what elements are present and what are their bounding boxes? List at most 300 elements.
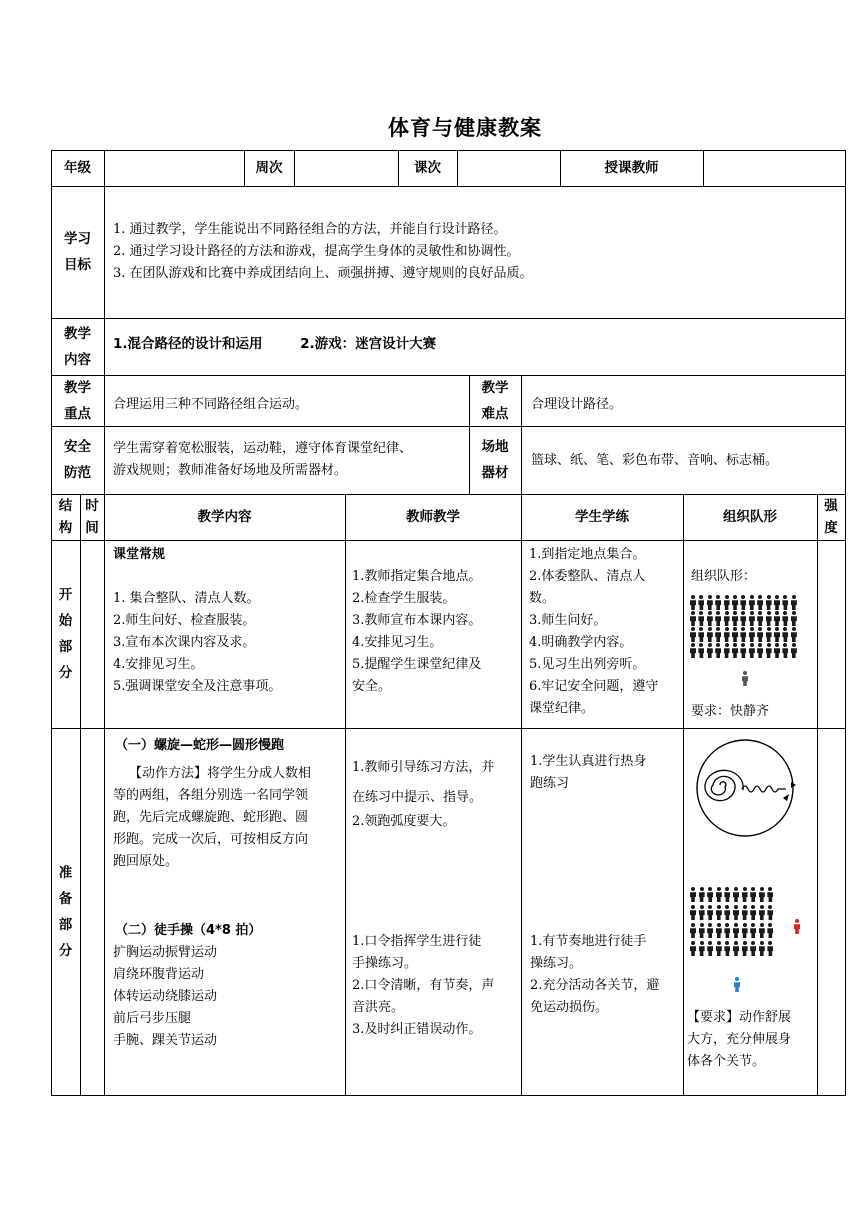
student-icon-figure bbox=[759, 942, 765, 956]
student-icon-head bbox=[708, 643, 712, 647]
content-label-line: 内容 bbox=[64, 351, 91, 368]
student-icon-head bbox=[768, 905, 772, 909]
safety-label-line: 安全 bbox=[64, 439, 91, 455]
start-content-item: 3.宣布本次课内容及求。 bbox=[113, 635, 256, 650]
key-label-line: 教学 bbox=[64, 379, 91, 396]
prep-run-desc-line: 跑，先后完成螺旋跑、蛇形跑、圆 bbox=[113, 810, 309, 825]
section-char: 始 bbox=[58, 613, 73, 629]
student-icon-figure bbox=[774, 644, 780, 658]
student-icon-head bbox=[783, 643, 787, 647]
student-icon-figure bbox=[690, 596, 696, 610]
col-structure bbox=[51, 494, 80, 540]
student-icon-head bbox=[700, 923, 704, 927]
prep-teacher-item: 1.教师引导练习方法，并 bbox=[352, 760, 495, 775]
prep-run-desc-line: 跑回原处。 bbox=[113, 854, 179, 869]
page-title: 体育与健康教案 bbox=[388, 116, 542, 140]
teacher-icon-red-head bbox=[795, 919, 799, 923]
student-icon-figure bbox=[766, 612, 772, 626]
student-icon-figure bbox=[732, 628, 738, 642]
grade-label: 年级 bbox=[64, 160, 91, 176]
student-icon-head bbox=[700, 905, 704, 909]
goals-list bbox=[113, 219, 833, 285]
student-icon-head bbox=[733, 627, 737, 631]
section-char: 分 bbox=[58, 665, 73, 681]
prep-exercise-item: 体转运动绕膝运动 bbox=[113, 989, 218, 1004]
student-icon-head bbox=[699, 627, 703, 631]
student-icon-head bbox=[725, 905, 729, 909]
prep-formation-diagram bbox=[690, 886, 810, 998]
prep-run-desc-line: 【动作方法】将学生分成人数相 bbox=[129, 766, 312, 781]
student-icon-head bbox=[700, 887, 704, 891]
student-icon-figure bbox=[740, 644, 746, 658]
student-icon-head bbox=[699, 611, 703, 615]
start-student-item: 5.见习生出列旁听。 bbox=[529, 657, 646, 672]
student-icon-head bbox=[775, 595, 779, 599]
prep-section-label bbox=[51, 728, 80, 1095]
student-icon-figure bbox=[690, 924, 696, 938]
lesson-label: 课次 bbox=[414, 160, 441, 176]
start-content bbox=[113, 544, 341, 698]
start-content-title: 课堂常规 bbox=[113, 547, 166, 562]
prep-run-title: （一）螺旋—蛇形—圆形慢跑 bbox=[115, 738, 285, 753]
student-icon-figure bbox=[724, 596, 730, 610]
student-icon-figure bbox=[690, 628, 696, 642]
student-icon-head bbox=[734, 887, 738, 891]
prep-teacher-item: 手操练习。 bbox=[352, 956, 418, 971]
col-time bbox=[80, 494, 104, 540]
student-icon-head bbox=[717, 887, 721, 891]
section-char: 部 bbox=[58, 639, 73, 655]
student-icon-head bbox=[792, 643, 796, 647]
col-structure-line: 构 bbox=[58, 520, 73, 536]
prep-teacher-item: 2.口令清晰，有节奏，声 bbox=[352, 978, 495, 993]
teacher-label: 授课教师 bbox=[604, 160, 659, 176]
student-icon-figure bbox=[766, 644, 772, 658]
student-icon-head bbox=[743, 923, 747, 927]
section-char: 准 bbox=[58, 864, 73, 881]
prep-student-item: 操练习。 bbox=[530, 956, 583, 971]
student-icon-figure bbox=[715, 612, 721, 626]
student-icon-head bbox=[758, 627, 762, 631]
key-text: 合理运用三种不同路径组合运动。 bbox=[113, 397, 309, 412]
col-time-line: 间 bbox=[85, 520, 99, 536]
student-icon-figure bbox=[791, 612, 797, 626]
teacher-icon-head bbox=[743, 671, 747, 675]
difficulty-label-line: 难点 bbox=[481, 405, 509, 422]
start-teacher-item: 安全。 bbox=[352, 679, 392, 694]
prep-student-item: 1.学生认真进行热身 bbox=[530, 754, 647, 769]
student-icon-head bbox=[691, 611, 695, 615]
teacher-icon-blue-figure bbox=[734, 978, 740, 992]
student-icon-figure bbox=[766, 596, 772, 610]
student-icon-head bbox=[699, 595, 703, 599]
prep-teacher-item: 3.及时纠正错误动作。 bbox=[352, 1022, 482, 1037]
goals-label-line: 目标 bbox=[64, 257, 91, 273]
student-icon-head bbox=[760, 905, 764, 909]
student-icon-head bbox=[733, 611, 737, 615]
student-icon-figure bbox=[707, 628, 713, 642]
start-teacher-item: 4.安排见习生。 bbox=[352, 635, 443, 650]
student-icon-head bbox=[750, 627, 754, 631]
student-icon-head bbox=[743, 887, 747, 891]
prep-teacher-item: 1.口令指挥学生进行徒 bbox=[352, 934, 482, 949]
prep-student-item: 1.有节奏地进行徒手 bbox=[530, 934, 647, 949]
student-icon-head bbox=[760, 941, 764, 945]
prep-exercise-item: 前后弓步压腿 bbox=[113, 1011, 192, 1026]
student-icon-head bbox=[716, 643, 720, 647]
student-icon-head bbox=[741, 611, 745, 615]
start-section-label bbox=[51, 540, 80, 728]
student-icon-figure bbox=[750, 924, 756, 938]
student-icon-figure bbox=[690, 942, 696, 956]
start-content-item: 4.安排见习生。 bbox=[113, 657, 204, 672]
student-icon-figure bbox=[715, 596, 721, 610]
student-icon-figure bbox=[782, 612, 788, 626]
student-icon-figure bbox=[749, 612, 755, 626]
student-icon-figure bbox=[707, 612, 713, 626]
prep-exercise-item: 扩胸运动振臂运动 bbox=[113, 945, 218, 960]
start-formation-diagram bbox=[690, 596, 804, 696]
student-icon-figure bbox=[740, 628, 746, 642]
prep-formation-requirement bbox=[687, 1007, 815, 1073]
student-icon-figure bbox=[774, 612, 780, 626]
student-icon-figure bbox=[749, 644, 755, 658]
col-content: 教学内容 bbox=[197, 509, 252, 525]
student-icon-head bbox=[767, 611, 771, 615]
goals-label-line: 学习 bbox=[64, 231, 91, 247]
student-icon-figure bbox=[759, 906, 765, 920]
student-icon-head bbox=[699, 643, 703, 647]
prep-teacher-run bbox=[352, 756, 520, 834]
prep-run-desc-line: 形跑。完成一次后，可按相反方向 bbox=[113, 832, 309, 847]
student-icon-figure bbox=[724, 924, 730, 938]
col-student: 学生学练 bbox=[575, 509, 629, 525]
student-icon-figure bbox=[791, 644, 797, 658]
teacher-icon-red-figure bbox=[794, 920, 800, 934]
student-icon-figure bbox=[724, 906, 730, 920]
student-icon-figure bbox=[699, 888, 705, 902]
student-icon-head bbox=[708, 887, 712, 891]
student-icon-figure bbox=[699, 906, 705, 920]
prep-exercise-list bbox=[113, 942, 341, 1052]
student-icon-figure bbox=[767, 888, 773, 902]
start-teacher-item: 5.提醒学生课堂纪律及 bbox=[352, 657, 482, 672]
start-student-item: 1.到指定地点集合。 bbox=[529, 547, 646, 562]
key-label bbox=[51, 375, 104, 426]
key-label-line: 重点 bbox=[64, 405, 91, 422]
venue-label-line: 场地 bbox=[481, 439, 509, 455]
student-icon-head bbox=[691, 923, 695, 927]
student-icon-figure bbox=[690, 612, 696, 626]
student-icon-head bbox=[691, 941, 695, 945]
student-icon-head bbox=[750, 611, 754, 615]
student-icon-figure bbox=[707, 906, 713, 920]
student-icon-figure bbox=[698, 612, 704, 626]
prep-student-exercise bbox=[530, 931, 680, 1019]
student-icon-head bbox=[760, 887, 764, 891]
prep-run-desc-line: 等的两组，各组分别选一名同学领 bbox=[113, 788, 309, 803]
start-teacher-item: 3.教师宣布本课内容。 bbox=[352, 613, 482, 628]
section-char: 部 bbox=[58, 916, 73, 933]
student-icon-figure bbox=[716, 906, 722, 920]
safety-line: 游戏规则；教师准备好场地及所需器材。 bbox=[113, 463, 348, 478]
safety-line: 学生需穿着宽松服装，运动鞋，遵守体育课堂纪律、 bbox=[113, 441, 413, 456]
student-icon-figure bbox=[724, 888, 730, 902]
student-icon-head bbox=[768, 941, 772, 945]
student-icon-figure bbox=[715, 644, 721, 658]
student-icon-head bbox=[725, 611, 729, 615]
prep-teacher-item: 在练习中提示、指导。 bbox=[352, 790, 483, 805]
student-icon-figure bbox=[759, 924, 765, 938]
student-icon-figure bbox=[742, 888, 748, 902]
goals-label bbox=[51, 186, 104, 318]
student-icon-figure bbox=[733, 924, 739, 938]
student-icon-head bbox=[734, 941, 738, 945]
col-time-line: 时 bbox=[85, 498, 99, 514]
start-student-item: 数。 bbox=[529, 591, 556, 606]
student-icon-head bbox=[741, 595, 745, 599]
student-icon-head bbox=[743, 941, 747, 945]
prep-student-item: 2.充分活动各关节，避 bbox=[530, 978, 660, 993]
start-student-item: 4.明确教学内容。 bbox=[529, 635, 633, 650]
student-icon-head bbox=[708, 905, 712, 909]
start-teacher-item: 1.教师指定集合地点。 bbox=[352, 569, 482, 584]
start-student-item: 3.师生问好。 bbox=[529, 613, 607, 628]
student-icon-head bbox=[758, 611, 762, 615]
student-icon-head bbox=[792, 627, 796, 631]
student-icon-figure bbox=[716, 924, 722, 938]
student-icon-figure bbox=[690, 906, 696, 920]
student-icon-head bbox=[768, 923, 772, 927]
venue-label-line: 器材 bbox=[481, 465, 509, 481]
student-icon-head bbox=[750, 643, 754, 647]
student-icon-figure bbox=[733, 942, 739, 956]
student-icon-figure bbox=[767, 942, 773, 956]
student-icon-figure bbox=[733, 906, 739, 920]
student-icon-head bbox=[716, 595, 720, 599]
student-icon-head bbox=[717, 923, 721, 927]
student-icon-head bbox=[725, 595, 729, 599]
student-icon-head bbox=[725, 941, 729, 945]
student-icon-figure bbox=[750, 942, 756, 956]
student-icon-head bbox=[708, 611, 712, 615]
section-char: 分 bbox=[58, 942, 73, 959]
student-icon-head bbox=[691, 643, 695, 647]
col-structure-line: 结 bbox=[58, 498, 73, 514]
student-icon-head bbox=[750, 595, 754, 599]
student-icon-head bbox=[733, 595, 737, 599]
week-label: 周次 bbox=[255, 160, 283, 176]
teacher-icon-blue-head bbox=[735, 977, 739, 981]
student-icon-head bbox=[783, 627, 787, 631]
start-content-item: 2.师生问好、检查服装。 bbox=[113, 613, 256, 628]
start-student bbox=[529, 544, 681, 720]
student-icon-head bbox=[767, 643, 771, 647]
student-icon-head bbox=[741, 627, 745, 631]
col-intensity bbox=[817, 494, 845, 540]
student-icon-head bbox=[691, 905, 695, 909]
student-icon-figure bbox=[724, 644, 730, 658]
student-icon-figure bbox=[733, 888, 739, 902]
student-icon-figure bbox=[782, 596, 788, 610]
student-icon-head bbox=[691, 595, 695, 599]
student-icon-figure bbox=[724, 612, 730, 626]
student-icon-figure bbox=[757, 596, 763, 610]
venue-label bbox=[469, 426, 521, 494]
col-intensity-line: 度 bbox=[824, 520, 838, 536]
prep-run-desc bbox=[113, 763, 343, 873]
student-icon-head bbox=[716, 611, 720, 615]
prep-formation-req-line: 大方，充分伸展身 bbox=[687, 1032, 792, 1047]
student-icon-head bbox=[734, 905, 738, 909]
student-icon-head bbox=[751, 941, 755, 945]
student-icon-head bbox=[751, 905, 755, 909]
goal-item: 3. 在团队游戏和比赛中养成团结向上、顽强拼搏、遵守规则的良好品质。 bbox=[113, 266, 533, 281]
student-icon-head bbox=[758, 643, 762, 647]
student-icon-figure bbox=[750, 888, 756, 902]
student-icon-figure bbox=[742, 942, 748, 956]
start-formation-label: 组织队形： bbox=[691, 569, 757, 584]
student-icon-head bbox=[725, 643, 729, 647]
goal-item: 2. 通过学习设计路径的方法和游戏，提高学生身体的灵敏性和协调性。 bbox=[113, 244, 520, 259]
prep-formation-req-line: 体各个关节。 bbox=[687, 1054, 766, 1069]
student-icon-figure bbox=[742, 924, 748, 938]
start-teacher bbox=[352, 566, 520, 698]
student-icon-head bbox=[743, 905, 747, 909]
student-icon-figure bbox=[791, 628, 797, 642]
student-icon-head bbox=[725, 923, 729, 927]
start-student-item: 2.体委整队、清点人 bbox=[529, 569, 646, 584]
col-formation: 组织队形 bbox=[723, 509, 777, 525]
start-teacher-item: 2.检查学生服装。 bbox=[352, 591, 456, 606]
content-label-line: 教学 bbox=[64, 325, 91, 342]
student-icon-head bbox=[717, 941, 721, 945]
student-icon-figure bbox=[757, 612, 763, 626]
student-icon-figure bbox=[716, 942, 722, 956]
student-icon-figure bbox=[732, 644, 738, 658]
prep-student-item: 跑练习 bbox=[530, 776, 570, 791]
prep-student-item: 免运动损伤。 bbox=[530, 1000, 609, 1015]
student-icon-head bbox=[768, 887, 772, 891]
student-icon-head bbox=[767, 595, 771, 599]
content-text: 1.混合路径的设计和运用 2.游戏：迷宫设计大赛 bbox=[113, 336, 437, 352]
prep-exercise-item: 肩绕环腹背运动 bbox=[113, 967, 205, 982]
prep-formation-req-line: 【要求】动作舒展 bbox=[687, 1010, 792, 1025]
start-formation-requirement: 要求：快静齐 bbox=[691, 704, 770, 719]
section-char: 开 bbox=[58, 587, 73, 603]
safety-label bbox=[51, 426, 104, 494]
student-icon-figure bbox=[698, 596, 704, 610]
prep-teacher-exercise bbox=[352, 931, 520, 1041]
student-icon-head bbox=[751, 923, 755, 927]
student-icon-figure bbox=[699, 942, 705, 956]
venue-text: 篮球、纸、笔、彩色布带、音响、标志桶。 bbox=[531, 453, 779, 468]
student-icon-head bbox=[760, 923, 764, 927]
grade-value[interactable] bbox=[104, 150, 244, 186]
student-icon-figure bbox=[774, 628, 780, 642]
week-value[interactable] bbox=[294, 150, 398, 186]
student-icon-head bbox=[783, 611, 787, 615]
student-icon-head bbox=[758, 595, 762, 599]
student-icon-figure bbox=[782, 628, 788, 642]
student-icon-head bbox=[792, 611, 796, 615]
student-icon-head bbox=[700, 941, 704, 945]
student-icon-figure bbox=[690, 888, 696, 902]
student-icon-head bbox=[708, 923, 712, 927]
student-icon-figure bbox=[715, 628, 721, 642]
student-icon-figure bbox=[707, 596, 713, 610]
start-content-item: 1. 集合整队、清点人数。 bbox=[113, 591, 260, 606]
student-icon-figure bbox=[707, 942, 713, 956]
student-icon-head bbox=[792, 595, 796, 599]
student-icon-head bbox=[708, 941, 712, 945]
student-icon-figure bbox=[724, 628, 730, 642]
student-icon-head bbox=[725, 627, 729, 631]
start-content-item: 5.强调课堂安全及注意事项。 bbox=[113, 679, 282, 694]
teacher-value[interactable] bbox=[703, 150, 845, 186]
student-icon-figure bbox=[732, 596, 738, 610]
student-icon-head bbox=[717, 905, 721, 909]
section-char: 备 bbox=[58, 890, 73, 907]
student-icon-figure bbox=[716, 888, 722, 902]
prep-student-run bbox=[530, 751, 680, 795]
student-icon-figure bbox=[699, 924, 705, 938]
teacher-icon-figure bbox=[742, 672, 748, 686]
student-icon-head bbox=[767, 627, 771, 631]
student-icon-figure bbox=[774, 596, 780, 610]
route-diagram bbox=[690, 737, 800, 839]
student-icon-figure bbox=[749, 596, 755, 610]
prep-teacher-item: 音洪亮。 bbox=[352, 1000, 405, 1015]
student-icon-figure bbox=[707, 888, 713, 902]
student-icon-figure bbox=[791, 596, 797, 610]
student-icon-figure bbox=[767, 906, 773, 920]
student-icon-figure bbox=[757, 644, 763, 658]
prep-teacher-item: 2.领跑弧度要大。 bbox=[352, 814, 456, 829]
safety-text bbox=[113, 438, 469, 482]
prep-exercise-title: （二）徒手操（4*8 拍） bbox=[115, 923, 262, 938]
student-icon-figure bbox=[742, 906, 748, 920]
lesson-value[interactable] bbox=[457, 150, 560, 186]
student-icon-figure bbox=[732, 612, 738, 626]
student-icon-figure bbox=[757, 628, 763, 642]
student-icon-figure bbox=[740, 612, 746, 626]
student-icon-figure bbox=[766, 628, 772, 642]
student-icon-head bbox=[783, 595, 787, 599]
student-icon-head bbox=[775, 643, 779, 647]
student-icon-figure bbox=[750, 906, 756, 920]
student-icon-head bbox=[741, 643, 745, 647]
student-icon-figure bbox=[698, 644, 704, 658]
goal-item: 1. 通过教学，学生能说出不同路径组合的方法，并能自行设计路径。 bbox=[113, 222, 507, 237]
student-icon-head bbox=[751, 887, 755, 891]
student-icon-head bbox=[716, 627, 720, 631]
student-icon-head bbox=[708, 595, 712, 599]
student-icon-figure bbox=[698, 628, 704, 642]
student-icon-head bbox=[733, 643, 737, 647]
student-icon-head bbox=[691, 627, 695, 631]
col-teacher: 教师教学 bbox=[406, 509, 460, 525]
student-icon-head bbox=[691, 887, 695, 891]
student-icon-figure bbox=[724, 942, 730, 956]
student-icon-figure bbox=[707, 924, 713, 938]
student-icon-head bbox=[734, 923, 738, 927]
student-icon-figure bbox=[759, 888, 765, 902]
student-icon-figure bbox=[782, 644, 788, 658]
difficulty-text: 合理设计路径。 bbox=[531, 397, 623, 412]
student-icon-head bbox=[725, 887, 729, 891]
student-icon-figure bbox=[740, 596, 746, 610]
